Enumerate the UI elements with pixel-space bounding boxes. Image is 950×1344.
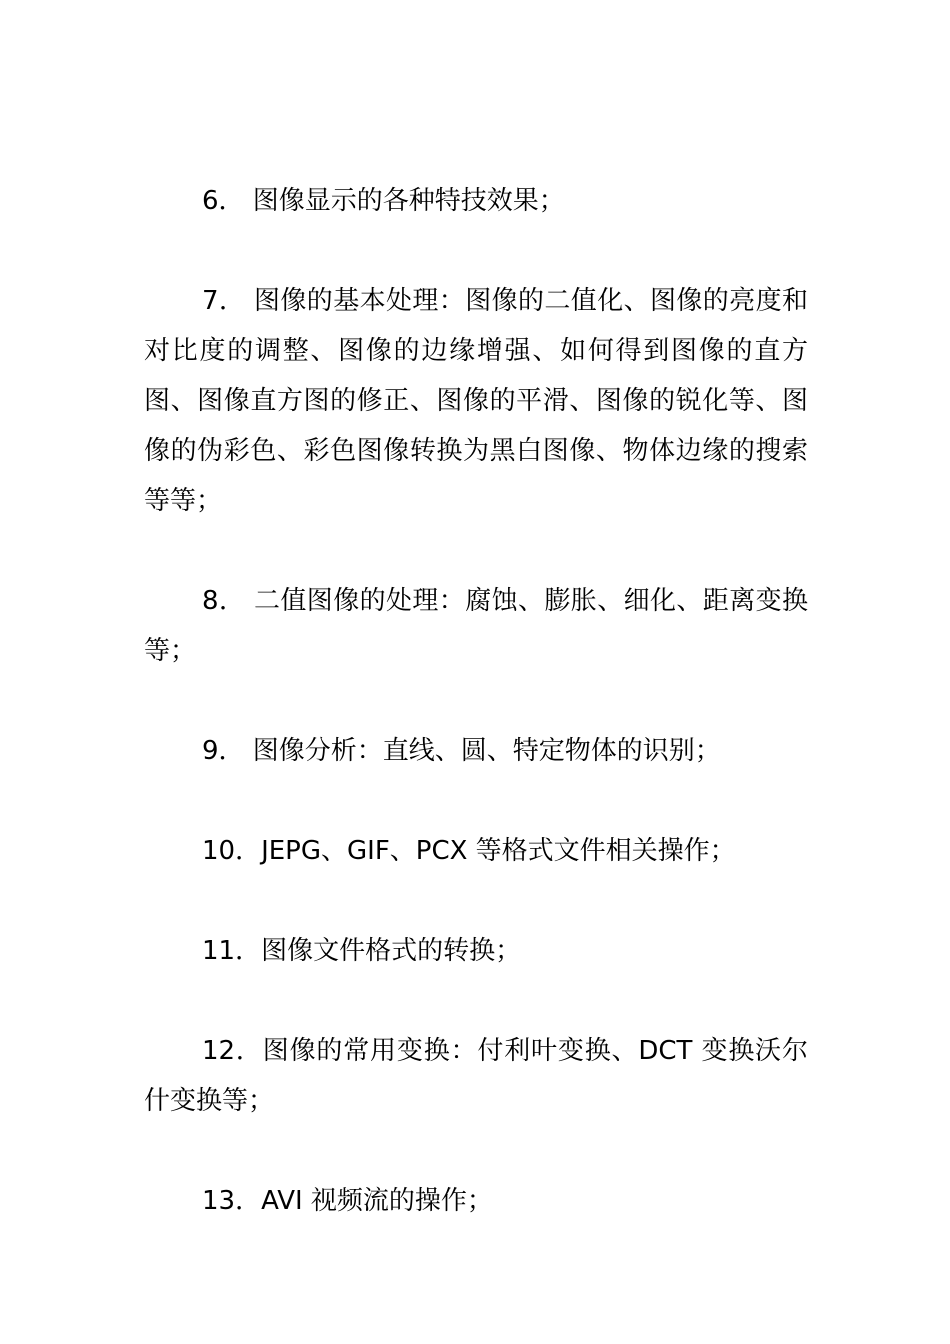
list-item: 12．图像的常用变换：付利叶变换、DCT 变换沃尔什变换等； <box>144 1036 808 1116</box>
list-item: 10．JEPG、GIF、PCX 等格式文件相关操作； <box>202 836 736 866</box>
list-item: 6． 图像显示的各种特技效果； <box>202 186 565 216</box>
list-item: 7． 图像的基本处理：图像的二值化、图像的亮度和对比度的调整、图像的边缘增强、如何得到图像的直方图、图像直方图的修正、图像的平滑、图像的锐化等、图像的伪彩色、彩色图像转换为黑白图像、物体边缘的搜索等等； <box>144 286 808 516</box>
list-item: 11．图像文件格式的转换； <box>202 936 522 966</box>
document-body <box>144 176 808 1226</box>
list-item: 8． 二值图像的处理：腐蚀、膨胀、细化、距离变换等； <box>144 586 808 666</box>
list-item: 13．AVI 视频流的操作； <box>202 1186 493 1216</box>
list-item: 9． 图像分析：直线、圆、特定物体的识别； <box>202 736 721 766</box>
